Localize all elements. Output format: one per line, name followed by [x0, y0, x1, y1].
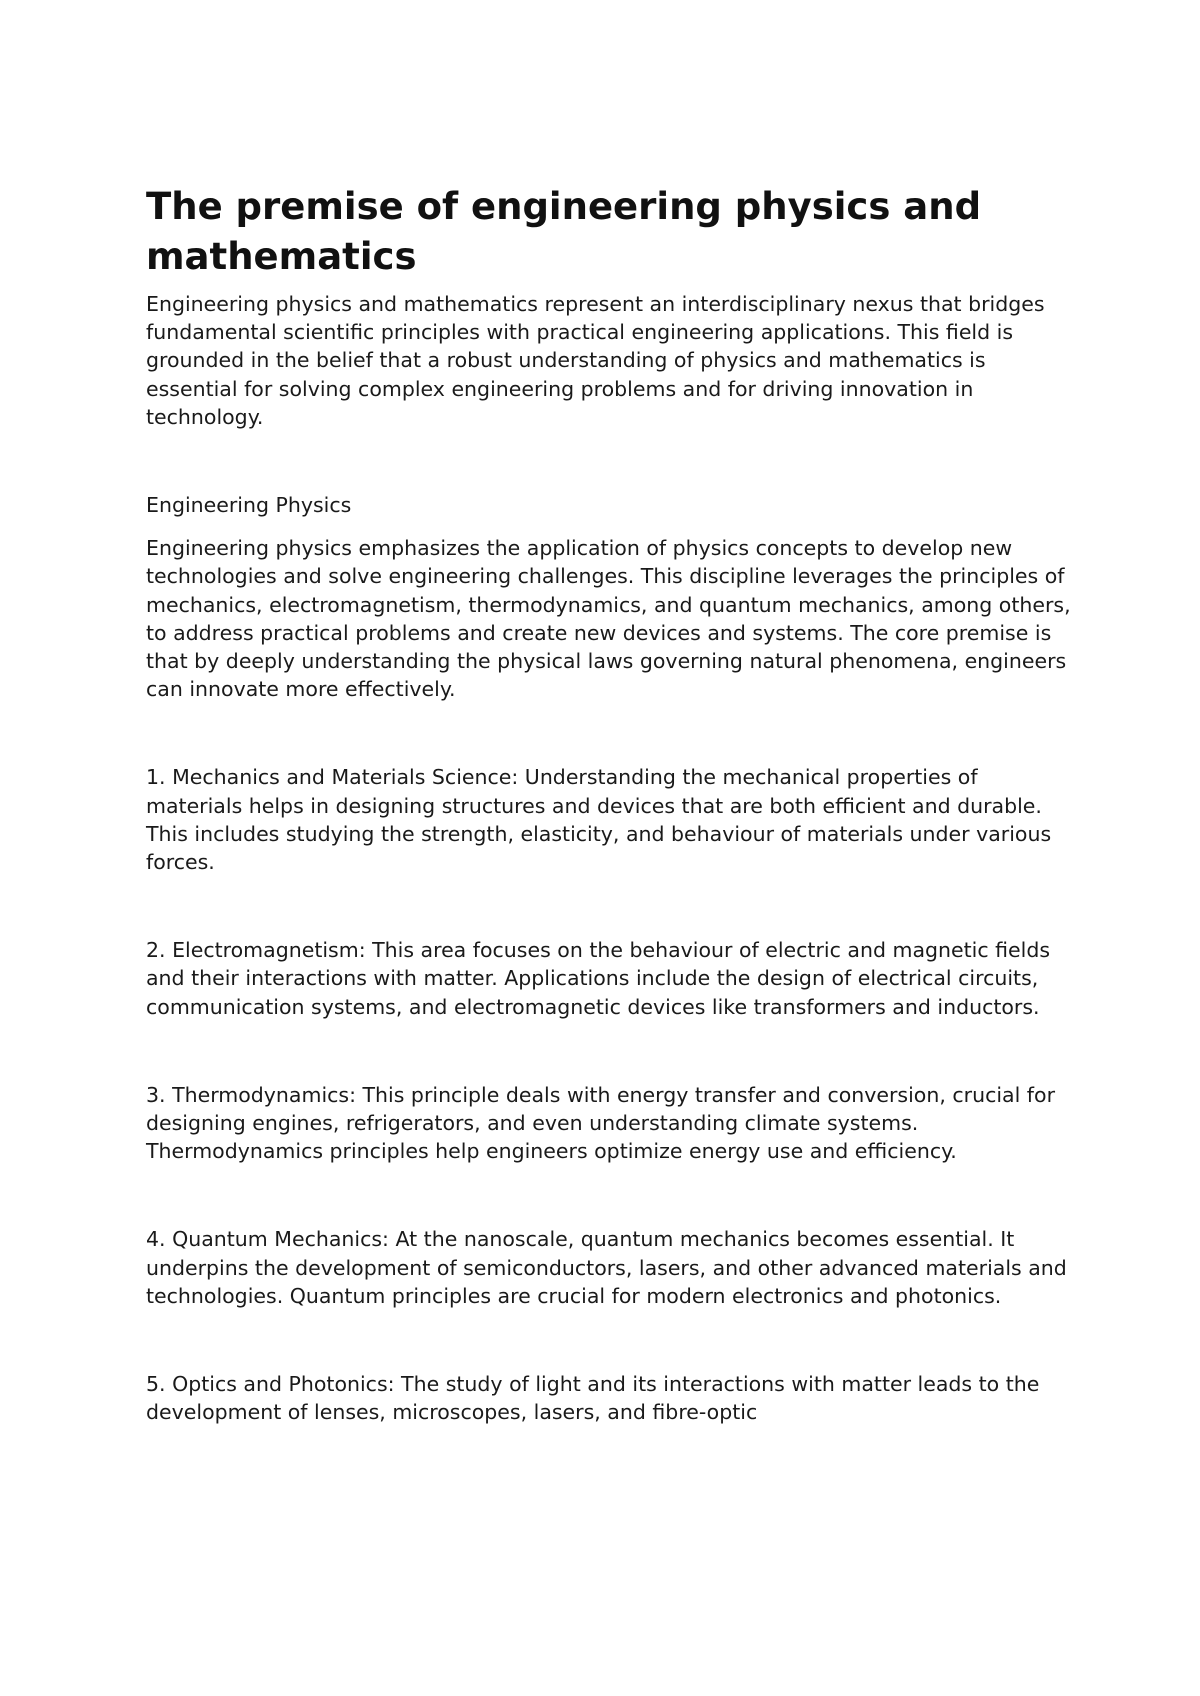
document-page [146, 182, 1076, 1426]
principles-list [146, 763, 1076, 1426]
document-title: The premise of engineering physics and mathematics [146, 185, 982, 278]
section-paragraph: Engineering physics emphasizes the application of physics concepts to develop new technologies and solve engineering challenges. This discipline leverages the principles of mechanics, electromagnetism, thermodynamics, and quantum mechanics, among others, to address practical problems and create new devices and systems. The core premise is that by deeply understanding the physical laws governing natural phenomena, engineers can innovate more effectively. [146, 536, 1071, 702]
list-item: 1. Mechanics and Materials Science: Understanding the mechanical properties of materials helps in designing structures and devices that are both efficient and durable. This includes studying the strength, elasticity, and behaviour of materials under various forces. [146, 765, 1052, 875]
section-heading: Engineering Physics [146, 493, 352, 518]
list-item: 5. Optics and Photonics: The study of light and its interactions with matter leads to the development of lenses, microscopes, lasers, and fibre-optic [146, 1372, 1040, 1425]
intro-paragraph: Engineering physics and mathematics represent an interdisciplinary nexus that bridges fundamental scientific principles with practical engineering applications. This field is grounded in the belief that a robust understanding of physics and mathematics is essential for solving complex engineering problems and for driving innovation in technology. [146, 292, 1045, 429]
list-item: 3. Thermodynamics: This principle deals with energy transfer and conversion, crucial for designing engines, refrigerators, and even understanding climate systems. Thermodynamics principles help engineers optimize energy use and efficiency. [146, 1082, 1055, 1164]
list-item: 2. Electromagnetism: This area focuses on the behaviour of electric and magnetic fields and their interactions with matter. Applications include the design of electrical circuits, communication systems, and electromagnetic devices like transformers and inductors. [146, 938, 1051, 1019]
list-item: 4. Quantum Mechanics: At the nanoscale, quantum mechanics becomes essential. It underpins the development of semiconductors, lasers, and other advanced materials and technologies. Quantum principles are crucial for modern electronics and photonics. [146, 1227, 1067, 1308]
